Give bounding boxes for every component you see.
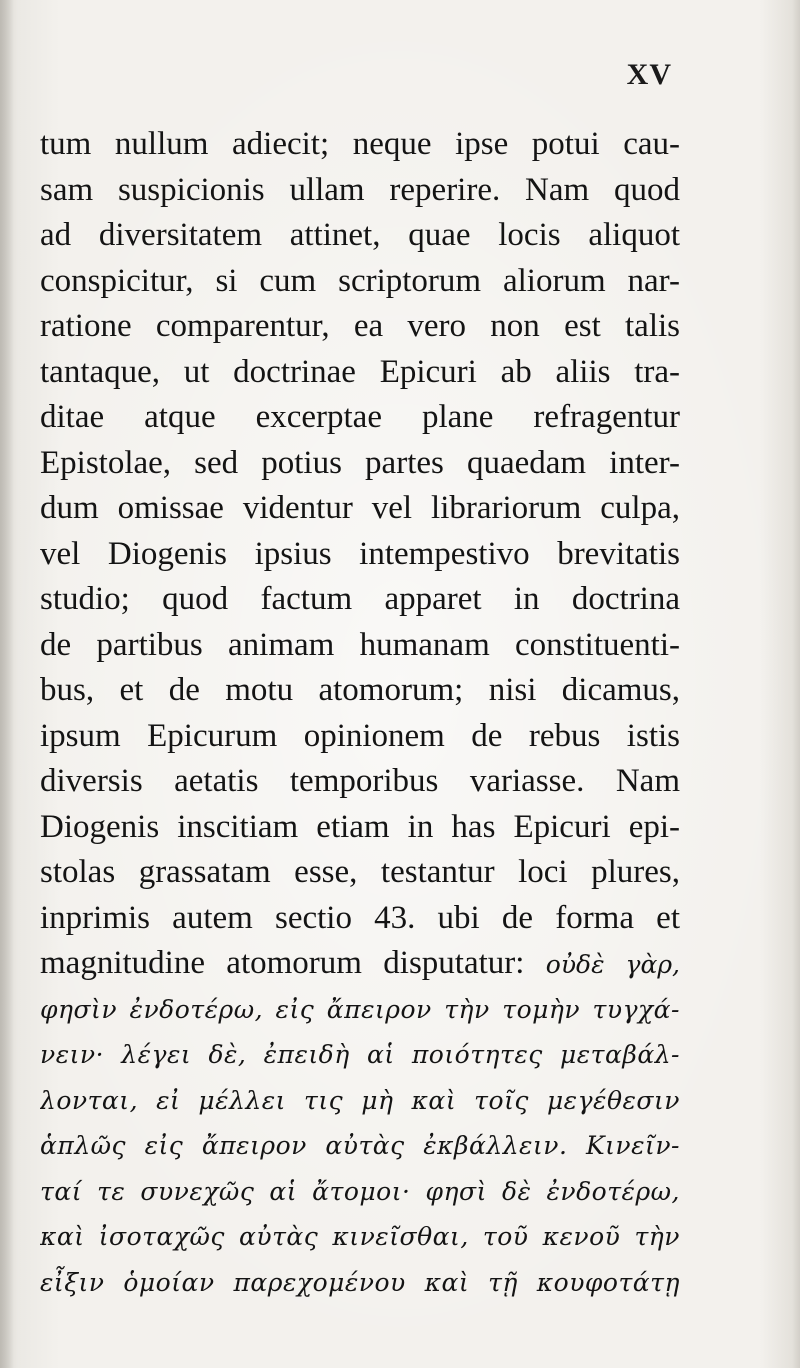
- greek-text-line: λονται, εἰ μέλλει τις μὴ καὶ τοῖς μεγέθεσιν: [40, 1085, 680, 1115]
- greek-text-line: νειν· λέγει δὲ, ἐπειδὴ αἱ ποιότητες μεταβάλ-: [40, 1040, 680, 1069]
- text-line: ad diversitatem attinet, quae locis aliquot: [40, 217, 680, 253]
- text-line: diversis aetatis temporibus variasse. Nam: [40, 763, 680, 799]
- body-text: [40, 122, 680, 1305]
- greek-text-line: ἁπλῶς εἰς ἄπειρον αὐτὰς ἐκβάλλειν. Κινεῖν-: [40, 1131, 680, 1160]
- text-line: bus, et de motu atomorum; nisi dicamus,: [40, 672, 680, 708]
- text-line: de partibus animam humanam constituenti-: [40, 626, 680, 663]
- text-line: tantaque, ut doctrinae Epicuri ab aliis tra-: [40, 353, 680, 390]
- text-line: tum nullum adiecit; neque ipse potui cau-: [40, 126, 680, 162]
- greek-text-line: εἶξιν ὁμοίαν παρεχομένου καὶ τῇ κουφοτάτῃ: [40, 1267, 680, 1297]
- text-line: Diogenis inscitiam etiam in has Epicuri epi-: [40, 808, 680, 845]
- text-line: ipsum Epicurum opinionem de rebus istis: [40, 717, 680, 754]
- text-line: inprimis autem sectio 43. ubi de forma et: [40, 899, 680, 936]
- text-line: sam suspicionis ullam reperire. Nam quod: [40, 171, 680, 208]
- text-line: ditae atque excerptae plane refragentur: [40, 399, 680, 435]
- greek-text-line: καὶ ἰσοταχῶς αὐτὰς κινεῖσθαι, τοῦ κενοῦ τὴν: [40, 1222, 680, 1251]
- text-line: conspicitur, si cum scriptorum aliorum nar-: [40, 262, 680, 299]
- text-line: Epistolae, sed potius partes quaedam inter-: [40, 444, 680, 481]
- greek-text-line: φησὶν ἐνδοτέρω, εἰς ἄπειρον τὴν τομὴν τυγχά-: [40, 994, 680, 1024]
- page-gutter-shadow: [0, 0, 14, 1368]
- text-line: ratione comparentur, ea vero non est talis: [40, 308, 680, 344]
- text-line: dum omissae videntur vel librariorum culpa,: [40, 490, 680, 526]
- text-line: vel Diogenis ipsius intempestivo brevitatis: [40, 535, 680, 572]
- greek-text-line: ταί τε συνεχῶς αἱ ἄτομοι· φησὶ δὲ ἐνδοτέρω,: [40, 1176, 680, 1206]
- page-number: XV: [626, 58, 672, 91]
- mixed-text-line: [40, 941, 680, 987]
- text-line: studio; quod factum apparet in doctrina: [40, 581, 680, 617]
- latin-text: magnitudine atomorum disputatur:: [40, 945, 546, 981]
- text-line: stolas grassatam esse, testantur loci plures,: [40, 854, 680, 890]
- greek-text: οὐδὲ γὰρ,: [545, 950, 680, 979]
